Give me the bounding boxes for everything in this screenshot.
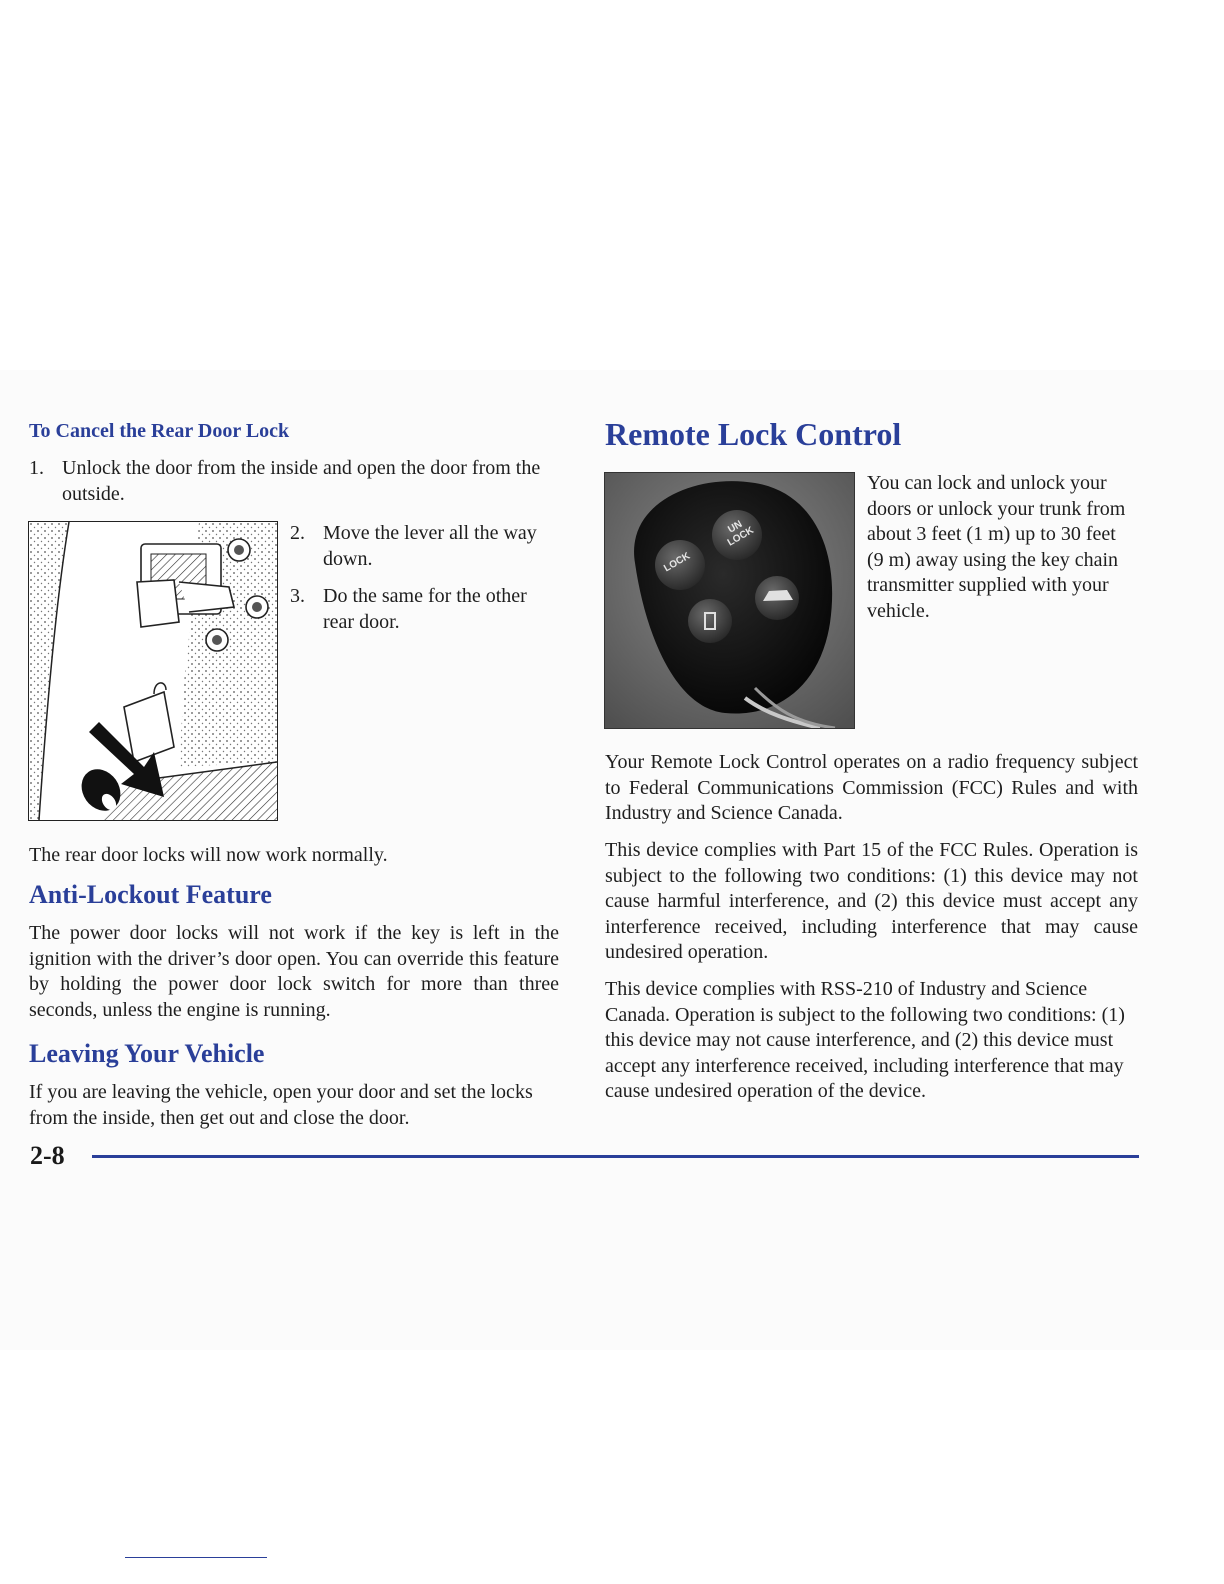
footer-rule xyxy=(92,1155,1139,1158)
leaving-vehicle-text: If you are leaving the vehicle, open your door and set the locks from the inside, then get out and close the door. xyxy=(29,1081,533,1129)
step-3-text: Do the same for the other rear door. xyxy=(323,585,527,633)
key-fob-photo xyxy=(604,472,855,729)
locks-normal-text: The rear door locks will now work normally. xyxy=(29,844,388,866)
lock-button-label: LOCK xyxy=(662,550,693,575)
leaving-vehicle-heading: Leaving Your Vehicle xyxy=(29,1039,265,1068)
remote-intro-text: You can lock and unlock your doors or unlock your trunk from about 3 feet (1 m) up to 30 feet (9 m) away using the key chain transmitter supplied with your vehicle. xyxy=(867,472,1126,622)
fcc-frequency-text: Your Remote Lock Control operates on a radio frequency subject to Federal Communications Commission (FCC) Rules and with Industry and Science Canada. xyxy=(605,751,1138,824)
step-2 xyxy=(290,521,550,572)
cancel-rear-door-lock-heading: To Cancel the Rear Door Lock xyxy=(29,420,290,442)
rss-compliance-text: This device complies with RSS-210 of Industry and Science Canada. Operation is subject to the following two conditions: (1) this device may not cause interference, and (2) this device must accept any interference received, including interference that may cause undesired operation of the device. xyxy=(605,978,1125,1102)
rear-door-lock-illustration xyxy=(28,521,278,821)
fcc-compliance-text: This device complies with Part 15 of the FCC Rules. Operation is subject to the following two conditions: (1) this device may not cause harmful interference, and (2) this device must accept any interference received, including interference that may cause undesired operation. xyxy=(605,839,1138,963)
step-1-number: 1. xyxy=(29,457,44,479)
remote-lock-control-heading: Remote Lock Control xyxy=(605,416,902,452)
step-1-text: Unlock the door from the inside and open the door from the outside. xyxy=(62,457,541,505)
step-2-number: 2. xyxy=(290,522,305,544)
step-2-text: Move the lever all the way down. xyxy=(323,522,537,570)
step-3-number: 3. xyxy=(290,585,305,607)
key-fob-drawing xyxy=(605,473,854,728)
door-lever-drawing xyxy=(29,522,277,820)
step-1 xyxy=(29,456,559,507)
step-3 xyxy=(290,584,550,635)
anti-lockout-text: The power door locks will not work if the key is left in the ignition with the driver’s door open. You can override this feature by holding the power door lock switch for more than three seconds, unless the engine is running. xyxy=(29,922,559,1021)
anti-lockout-heading: Anti-Lockout Feature xyxy=(29,880,272,909)
unlock-button-label: UN LOCK xyxy=(725,518,756,549)
bottom-margin-line xyxy=(125,1557,267,1558)
page-number: 2-8 xyxy=(30,1141,65,1170)
